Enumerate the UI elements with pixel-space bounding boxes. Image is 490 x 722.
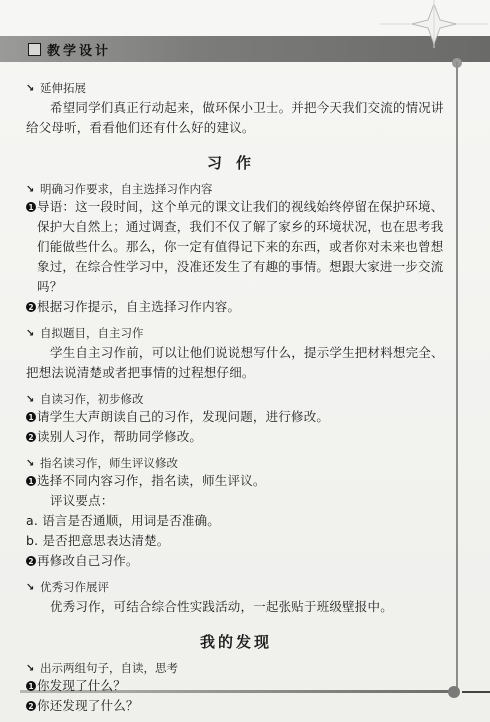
number-1-icon: 1 — [26, 412, 36, 422]
arrow-down-right-icon: ↘ — [26, 328, 35, 339]
section-heading — [26, 81, 446, 96]
number-2-icon: 2 — [26, 302, 36, 312]
numbered-item — [26, 427, 446, 447]
numbered-item — [26, 551, 446, 571]
section-heading-text: 指名读习作，师生评议修改 — [40, 456, 178, 470]
number-2-icon: 2 — [26, 556, 36, 566]
section-heading-text: 出示两组句子，自读，思考 — [40, 661, 178, 675]
number-1-icon: 1 — [26, 202, 36, 212]
number-1-icon: 1 — [26, 476, 36, 486]
section-heading — [26, 580, 446, 595]
item-text: 导语：这一段时间，这个单元的课文让我们的视线始终停留在保护环境、保护大自然上；通过调查，我们不仅了解了家乡的环境状况，也在思考我们能做些什么。那么，你一定有值得记下来的东西，或者你对未来也曾想象过，在综合性学习中，没准还发生了有趣的事情。想跟大家进一步交流吗？ — [37, 199, 444, 294]
paragraph: 学生自主习作前，可以让他们说说想写什么，提示学生把材料想完全、把想法说清楚或者把事情的过程想仔细。 — [26, 345, 444, 380]
section-heading-text: 明确习作要求，自主选择习作内容 — [40, 182, 213, 196]
arrow-down-right-icon: ↘ — [26, 184, 35, 195]
numbered-item — [26, 676, 446, 696]
number-1-icon: 1 — [26, 681, 36, 691]
section-heading — [26, 661, 446, 676]
number-2-icon: 2 — [26, 701, 36, 711]
right-rule — [456, 62, 458, 692]
section-heading — [26, 392, 446, 407]
section-heading — [26, 182, 446, 197]
section-heading-text: 延伸拓展 — [40, 81, 86, 95]
arrow-down-right-icon: ↘ — [26, 458, 35, 469]
numbered-item — [26, 407, 446, 427]
header-title: 教学设计 — [47, 44, 112, 59]
section-heading-text: 自读习作，初步修改 — [40, 392, 144, 406]
item-text: 再修改自己习作。 — [37, 553, 139, 568]
arrow-down-right-icon: ↘ — [26, 663, 35, 674]
rule-dot-icon — [448, 686, 460, 698]
number-2-icon: 2 — [26, 432, 36, 442]
arrow-down-right-icon: ↘ — [26, 83, 35, 94]
bottom-rule-right — [462, 691, 490, 693]
numbered-item — [26, 696, 446, 716]
points-title: 评议要点： — [50, 493, 114, 508]
section-title: 习作 — [206, 154, 265, 172]
section-heading — [26, 456, 446, 471]
item-text: 请学生大声朗读自己的习作，发现问题，进行修改。 — [37, 409, 330, 424]
numbered-item — [26, 197, 446, 297]
item-text: 你还发现了什么？ — [37, 698, 139, 713]
point-b: b. 是否把意思表达清楚。 — [26, 533, 170, 548]
paragraph: 希望同学们真正行动起来，做环保小卫士。并把今天我们交流的情况讲给父母听，看看他们还有什么好的建议。 — [26, 100, 444, 135]
square-icon — [28, 43, 41, 56]
point-a: a. 语言是否通顺，用词是否准确。 — [26, 513, 221, 528]
main-content — [26, 72, 446, 716]
paragraph: 优秀习作，可结合综合性实践活动，一起张贴于班级壁报中。 — [50, 599, 393, 614]
arrow-down-right-icon: ↘ — [26, 394, 35, 405]
item-text: 你发现了什么？ — [37, 678, 126, 693]
item-text: 选择不同内容习作，指名读，师生评议。 — [37, 473, 266, 488]
item-text: 读别人习作，帮助同学修改。 — [37, 429, 203, 444]
arrow-down-right-icon: ↘ — [26, 582, 35, 593]
section-heading-text: 自拟题目，自主习作 — [40, 326, 144, 340]
header — [28, 40, 111, 59]
section-heading-text: 优秀习作展评 — [40, 580, 109, 594]
section-title: 我的发现 — [199, 633, 272, 651]
numbered-item — [26, 297, 446, 317]
section-heading — [26, 326, 446, 341]
decorative-star-icon — [370, 0, 490, 48]
numbered-item — [26, 471, 446, 491]
item-text: 根据习作提示，自主选择习作内容。 — [37, 299, 241, 314]
